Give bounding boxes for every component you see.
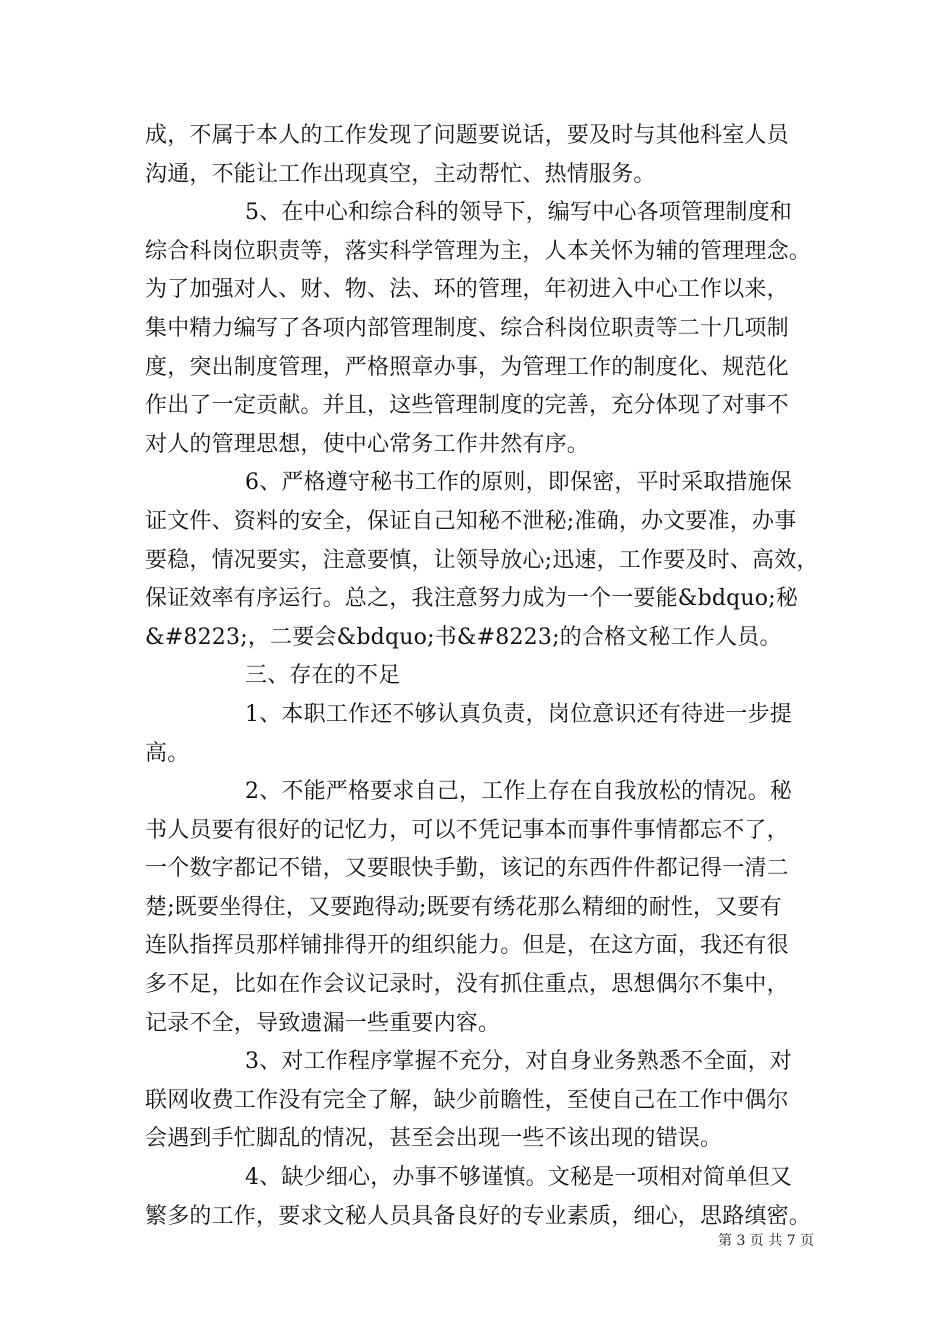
text-line: 多不足，比如在作会议记录时，没有抓住重点，思想偶尔不集中， — [145, 972, 789, 998]
text-line: 会遇到手忙脚乱的情况，甚至会出现一些不该出现的错误。 — [145, 1126, 723, 1152]
text-line-paragraph-start: 6、严格遵守秘书工作的原则，即保密，平时采取措施保 — [245, 470, 792, 496]
text-line: 综合科岗位职责等，落实科学管理为主，人本关怀为辅的管理理念。 — [145, 238, 812, 264]
text-line: 要稳，情况要实，注意要慎，让领导放心;迅速，工作要及时、高效， — [145, 547, 819, 573]
text-line-paragraph-start: 4、缺少细心，办事不够谨慎。文秘是一项相对简单但又 — [245, 1165, 792, 1191]
text-line: 为了加强对人、财、物、法、环的管理，年初进入中心工作以来， — [145, 277, 789, 303]
text-line-paragraph-start: 1、本职工作还不够认真负责，岗位意识还有待进一步提 — [245, 701, 792, 727]
text-line-paragraph-start: 5、在中心和综合科的领导下，编写中心各项管理制度和 — [245, 200, 792, 226]
text-line: &#8223;，二要会&bdquo;书&#8223;的合格文秘工作人员。 — [145, 624, 782, 650]
text-line: 记录不全，导致遗漏一些重要内容。 — [145, 1010, 501, 1036]
text-line: 证文件、资料的安全，保证自己知秘不泄秘;准确，办文要准，办事 — [145, 508, 797, 534]
text-line: 成，不属于本人的工作发现了问题要说话，要及时与其他科室人员 — [145, 123, 789, 148]
text-line: 对人的管理思想，使中心常务工作井然有序。 — [145, 431, 590, 457]
text-line-paragraph-start: 2、不能严格要求自己，工作上存在自我放松的情况。秘 — [245, 779, 792, 805]
text-line: 繁多的工作，要求文秘人员具备良好的专业素质，细心，思路缜密。 — [145, 1203, 812, 1229]
section-heading: 三、存在的不足 — [245, 663, 401, 689]
text-line: 楚;既要坐得住，又要跑得动;既要有绣花那么精细的耐性，又要有 — [145, 894, 782, 920]
text-line: 联网收费工作没有完全了解，缺少前瞻性，至使自己在工作中偶尔 — [145, 1087, 789, 1113]
text-line: 保证效率有序运行。总之，我注意努力成为一个一要能&bdquo;秘 — [145, 586, 799, 612]
text-line: 度，突出制度管理，严格照章办事，为管理工作的制度化、规范化 — [145, 354, 789, 380]
text-line: 书人员要有很好的记忆力，可以不凭记事本而事件事情都忘不了， — [145, 817, 789, 843]
text-line: 集中精力编写了各项内部管理制度、综合科岗位职责等二十几项制 — [145, 315, 789, 341]
text-line: 高。 — [145, 740, 190, 766]
text-line-paragraph-start: 3、对工作程序掌握不充分，对自身业务熟悉不全面，对 — [245, 1049, 792, 1075]
text-line: 作出了一定贡献。并且，这些管理制度的完善，充分体现了对事不 — [145, 393, 789, 419]
text-line: 沟通，不能让工作出现真空，主动帮忙、热情服务。 — [145, 161, 656, 187]
text-line: 一个数字都记不错，又要眼快手勤，该记的东西件件都记得一清二 — [145, 856, 789, 882]
document-body — [145, 117, 835, 1236]
page-number: 第 3 页 共 7 页 — [718, 1233, 815, 1249]
text-line: 连队指挥员那样铺排得开的组织能力。但是，在这方面，我还有很 — [145, 933, 789, 959]
